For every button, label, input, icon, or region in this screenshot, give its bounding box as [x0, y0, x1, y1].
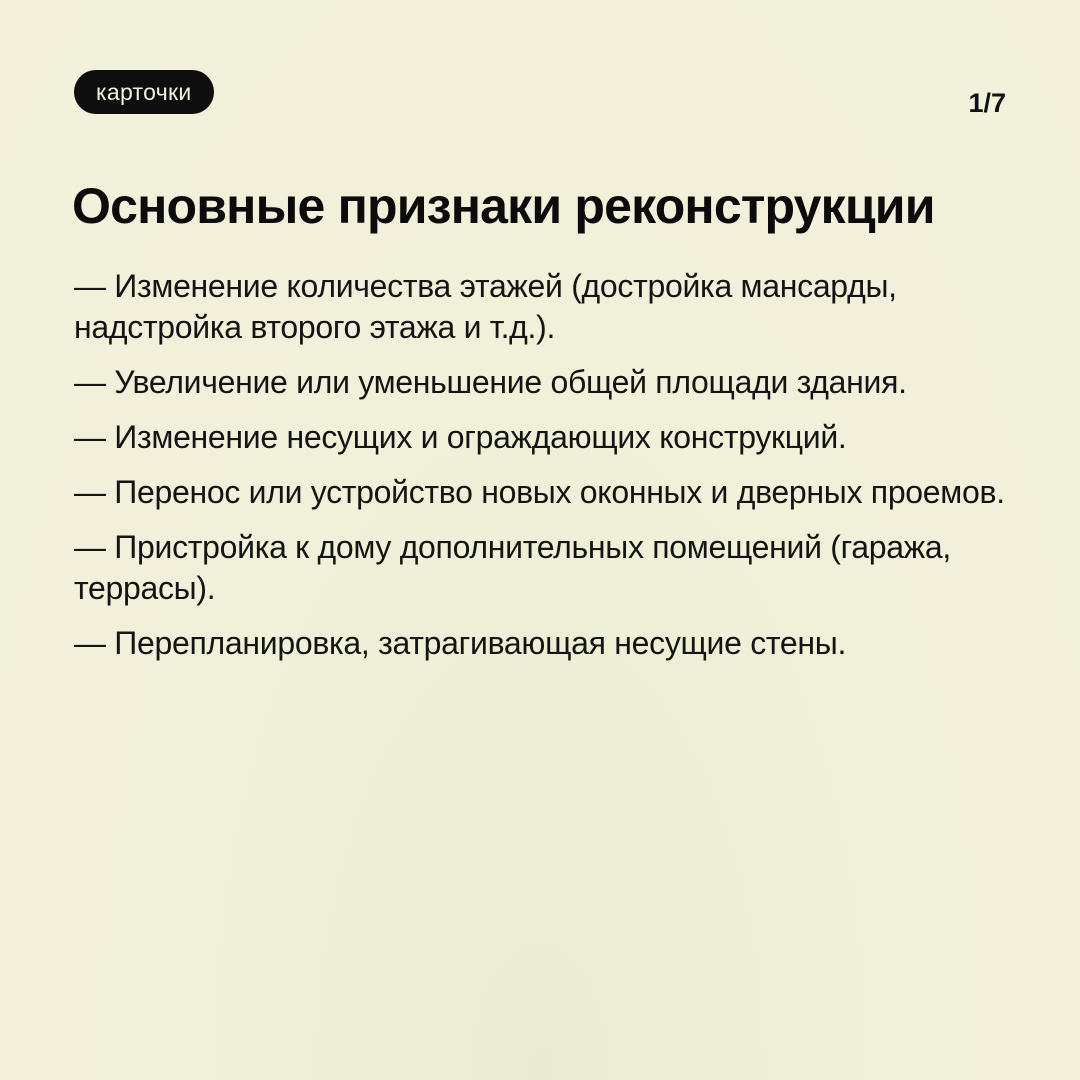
list-item: — Пристройка к дому дополнительных помещений (гаража, террасы).: [74, 529, 951, 606]
page-counter: 1/7: [968, 88, 1006, 118]
list-item: — Перенос или устройство новых оконных и дверных проемов.: [74, 474, 1005, 510]
list-item: — Увеличение или уменьшение общей площади здания.: [74, 364, 907, 400]
list-item: — Перепланировка, затрагивающая несущие стены.: [74, 625, 847, 661]
feature-list: [74, 266, 1014, 678]
list-item: — Изменение несущих и ограждающих конструкций.: [74, 419, 847, 455]
category-tag[interactable]: карточки: [74, 70, 214, 114]
page-title: Основные признаки реконструкции: [72, 178, 935, 234]
list-item: — Изменение количества этажей (достройка мансарды, надстройка второго этажа и т.д.).: [74, 268, 897, 345]
